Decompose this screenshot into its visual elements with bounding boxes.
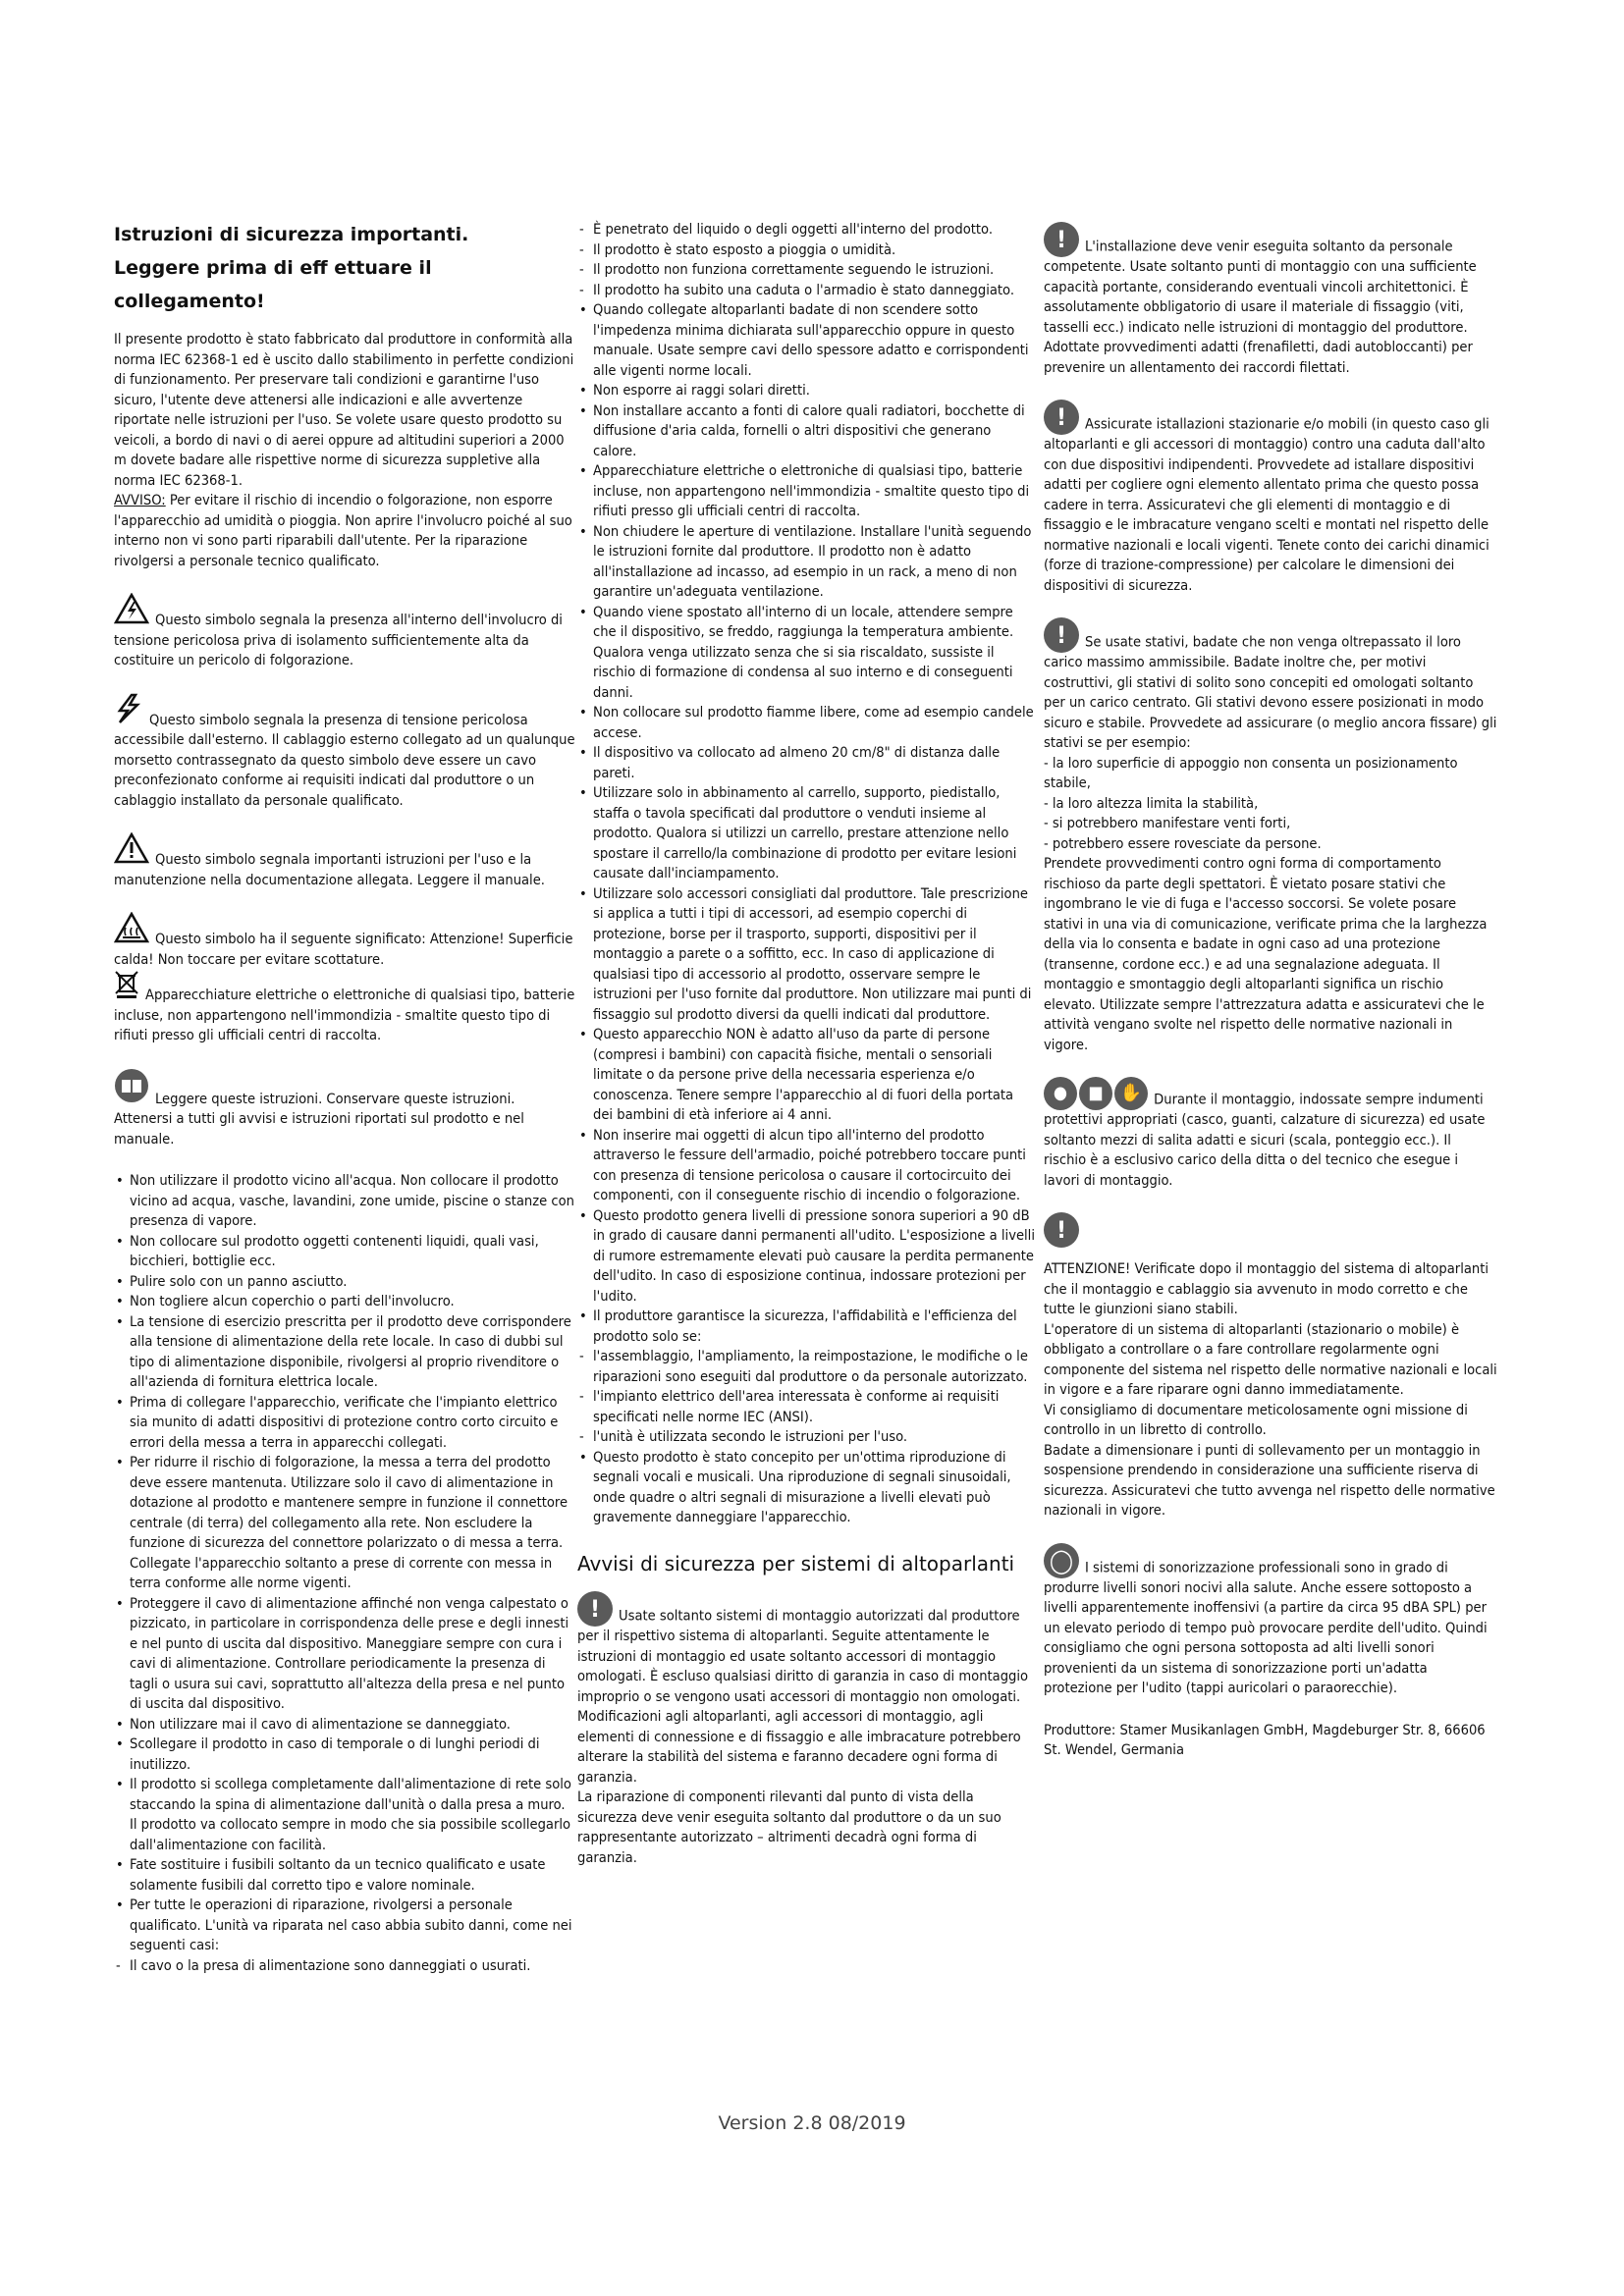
list-item: • Prima di collegare l'apparecchio, verificate che l'impianto elettrico sia munito di adatti dispositivi di protezione contro corto circuito e errori della messa a terra in apparecchi collegati. (114, 1393, 575, 1454)
lightning-triangle-icon (114, 593, 149, 631)
stands-condition: - la loro altezza limita la stabilità, (1044, 794, 1259, 812)
speaker-safety-paragraph: ! Usate soltanto sistemi di montaggio autorizzati dal produttore per il rispettivo sistema di altoparlanti. Seguite attentamente le istruzioni di montaggio ed usate soltanto accessori di montaggio omologati. È escluso qualsiasi diritto di garanzia in caso di montaggio improprio o se vengono usati accessori di montaggio non omologati. Modificazioni agli altoparlanti, agli accessori di montaggio, agli elementi di connessione e di fissaggio e alle imbracature potrebbero alterare la stabilità del sistema e faranno decadere ogni forma di garanzia. (577, 1591, 1037, 1788)
boot-icon: ■ (1079, 1077, 1112, 1110)
symbol-paragraph-exclamation: Questo simbolo segnala importanti istruzioni per l'uso e la manutenzione nella documentazione allegata. Leggere il manuale. (114, 832, 575, 890)
page-subtitle: Leggere prima di eff ettuare il collegamento! (114, 257, 432, 312)
read-manual-icon (114, 1068, 149, 1110)
operator-paragraph: L'operatore di un sistema di altoparlanti (stazionario o mobile) è obbligato a controllare o a fare controllare regolarmente ogni componente del sistema nel rispetto delle normative nazionali e locali in vigore e a fare riparare ogni danno immediatamente. (1044, 1320, 1497, 1398)
list-item: • Scollegare il prodotto in caso di temporale o di lunghi periodi di inutilizzo. (114, 1735, 575, 1775)
repair-paragraph: La riparazione di componenti rilevanti dal punto di vista della sicurezza deve venir eseguita soltanto dal produttore o da un suo rappresentante autorizzato – altrimenti decadrà ogni forma di garanzia. (577, 1789, 1001, 1866)
warranty-conditions-list (577, 1347, 1037, 1528)
list-item: • Non inserire mai oggetti di alcun tipo all'interno del prodotto attraverso le fessure dell'armadio, poiché potrebbero toccare punti con presenza di tensione pericolosa o causare il cortocircuito dei componenti, con il conseguente rischio di incendio o folgorazione. (577, 1126, 1037, 1206)
installation-paragraph: ! L'installazione deve venir eseguita soltanto da personale competente. Usate soltanto punti di montaggio con una sufficiente capacità portante, considerando eventuali vincoli architettonici. È assolutamente obbligatorio di usare il materiale di fissaggio (viti, tasselli ecc.) indicato nelle istruzioni di montaggio del produttore. Adottate provvedimenti adatti (frenafiletti, dadi autobloccanti) per prevenire un allentamento dei raccordi filettati. (1044, 222, 1497, 378)
spectators-paragraph: Prendete provvedimenti contro ogni forma di comportamento rischioso da parte degli spettatori. È vietato posare stativi che ingombrano le vie di fuga e l'accesso soccorsi. Se volete posare stativi in una via di comunicazione, verificate prima che la larghezza della via lo consenta e badate in ogni caso ad una protezione (transenne, cordone ecc.) e ad una segnalazione adeguata. Il montaggio e smontaggio degli altoparlanti significa un rischio elevato. Utilizzate sempre l'attrezzatura adatta e assicuratevi che le attività vengano svolte nel rispetto delle normative nazionali in vigore. (1044, 855, 1488, 1053)
hot-surface-icon (114, 912, 149, 950)
list-item: • Per ridurre il rischio di folgorazione, la messa a terra del prodotto deve essere mantenuta. Utilizzare solo il cavo di alimentazione in dotazione al prodotto e mantenere sempre in funzione il connettore centrale (di terra) del collegamento alla rete. Non escludere la funzione di sicurezza del connettore polarizzato o di messa a terra. Collegate l'apparecchio soltanto a prese di corrente con messa in terra conforme alle norme vigenti. (114, 1453, 575, 1594)
exclamation-circle-icon: ! (1044, 617, 1079, 653)
column-right (1044, 222, 1497, 1761)
crossed-bin-icon (114, 970, 139, 1006)
lifting-points-paragraph: Badate a dimensionare i punti di sollevamento per un montaggio in sospensione prendendo in considerazione una sufficiente riserva di sicurezza. Assicuratevi che tutto avvenga nel rispetto delle normative nazionali in vigore. (1044, 1441, 1495, 1519)
stands-condition: - potrebbero essere rovesciate da persone. (1044, 834, 1322, 852)
intro-paragraph: Il presente prodotto è stato fabbricato dal produttore in conformità alla norma IEC 62368-1 ed è uscito dallo stabilimento in perfette condizioni di funzionamento. Per preservare tali condizioni e garantirne l'uso sicuro, l'utente deve attenersi alle indicazioni e alle avvertenze riportate nelle istruzioni per l'uso. Se volete usare questo prodotto su veicoli, a bordo di navi o di aerei oppure ad altitudini superiori a 2000 m dovete badare alle rispettive norme di sicurezza suppletive alla norma IEC 62368-1. (114, 331, 574, 489)
symbol-paragraph-bolt: Questo simbolo segnala la presenza di tensione pericolosa accessibile dall'esterno. Il cablaggio esterno collegato ad un qualunque morsetto contrassegnato da questo simbolo deve essere un cavo preconfezionato conforme ai requisiti indicati dal produttore o un cablaggio installato da personale qualificato. (114, 693, 575, 812)
documentation-paragraph: Vi consigliamo di documentare meticolosamente ogni missione di controllo in un libretto di controllo. (1044, 1401, 1468, 1438)
column-left (114, 218, 575, 1976)
symbol-paragraph-hot: Questo simbolo ha il seguente significato: Attenzione! Superficie calda! Non toccare per evitare scottature. (114, 912, 575, 970)
symbol-paragraph-lightning: Questo simbolo segnala la presenza all'interno dell'involucro di tensione pericolosa priva di isolamento sufficientemente alta da costituire un pericolo di folgorazione. (114, 593, 575, 671)
list-item: • Non utilizzare il prodotto vicino all'acqua. Non collocare il prodotto vicino ad acqua, vasche, lavandini, zone umide, piscine o stanze con presenza di vapore. (114, 1171, 575, 1232)
list-item: • Non collocare sul prodotto fiamme libere, come ad esempio candele accese. (577, 703, 1037, 743)
protective-equipment-paragraph: ● ■ ✋ Durante il montaggio, indossate sempre indumenti protettivi appropriati (casco, guanti, calzature di sicurezza) ed usate soltanto mezzi di salita adatti e sicuri (scala, ponteggio ecc.). Il rischio è a esclusivo carico della ditta o del tecnico che esegue i lavori di montaggio. (1044, 1077, 1497, 1191)
list-item: • Il produttore garantisce la sicurezza, l'affidabilità e l'efficienza del prodotto solo se: (577, 1307, 1037, 1347)
fall-protection-paragraph: ! Assicurate istallazioni stazionarie e/o mobili (in questo caso gli altoparlanti e gli accessori di montaggio) contro una caduta dall'alto con due dispositivi indipendenti. Provvedete ad istallare dispositivi adatti per cogliere ogni elemento allentato prima che questo possa cadere in terra. Assicuratevi che gli elementi di montaggio e di fissaggio e le imbracature vengano scelti e montati nel rispetto delle normative nazionali e locali vigenti. Tenete conto dei carichi dinamici (forze di trazione-compressione) per calcolare le dimensioni dei dispositivi di sicurezza. (1044, 400, 1497, 596)
exclamation-circle-icon: ! (1044, 1212, 1079, 1248)
list-item: • Fate sostituire i fusibili soltanto da un tecnico qualificato e usate solamente fusibili dal corretto tipo e valore nominale. (114, 1855, 575, 1896)
list-item: • Utilizzare solo accessori consigliati dal produttore. Tale prescrizione si applica a tutti i tipi di accessori, ad esempio coperchi di protezione, borse per il trasporto, supporti, dispositivi per il montaggio a parete o a soffitto, ecc. In caso di applicazione di qualsiasi tipo di accessorio al prodotto, osservare sempre le istruzioni per l'uso fornite dal produttore. Non utilizzare mai punti di fissaggio sul prodotto diversi da quelli indicati dal produttore. (577, 884, 1037, 1026)
stands-paragraph: ! Se usate stativi, badate che non venga oltrepassato il loro carico massimo ammissibile. Badate inoltre che, per motivi costruttivi, gli stativi di solito sono concepiti ed omologati soltanto per un carico centrato. Gli stativi devono essere posizionati in modo sicuro e stabile. Provvedete ad assicurare (o meglio ancora fissare) gli stativi se per esempio: (1044, 617, 1497, 754)
list-item: • Non togliere alcun coperchio o parti dell'involucro. (114, 1292, 575, 1312)
list-item: - Il prodotto non funziona correttamente seguendo le istruzioni. (577, 260, 1037, 281)
list-item: • Non installare accanto a fonti di calore quali radiatori, bocchette di diffusione d'aria calda, fornelli o altri dispositivi che generano calore. (577, 401, 1037, 462)
list-item: • Il prodotto si scollega completamente dall'alimentazione di rete solo staccando la spina di alimentazione dall'unità o dalla presa a muro. Il prodotto va collocato sempre in modo che sia possibile scollegarlo dall'alimentazione con facilità. (114, 1775, 575, 1855)
version-footer: Version 2.8 08/2019 (718, 2112, 906, 2134)
list-item: • Non esporre ai raggi solari diretti. (577, 381, 1037, 401)
list-item: - È penetrato del liquido o degli oggetti all'interno del prodotto. (577, 220, 1037, 240)
list-item: • Apparecchiature elettriche o elettroniche di qualsiasi tipo, batterie incluse, non appartengono nell'immondizia - smaltite questo tipo di rifiuti presso gli ufficiali centri di raccolta. (577, 461, 1037, 522)
hearing-paragraph: ◯ I sistemi di sonorizzazione professionali sono in grado di produrre livelli sonori nocivi alla salute. Anche essere sottoposto a livelli apparentemente inoffensivi (a partire da circa 95 dBA SPL) per un elevato periodo di tempo può provocare perdite dell'udito. Quindi consigliamo che ogni persona sottoposta ad alti livelli sonori provenienti da un sistema di sonorizzazione porti un'adatta protezione per l'udito (tappi auricolari o paraorecchie). (1044, 1543, 1497, 1699)
list-item: • Pulire solo con un panno asciutto. (114, 1272, 575, 1293)
symbol-paragraph-manual: Leggere queste istruzioni. Conservare queste istruzioni. Attenersi a tutti gli avvisi e istruzioni riportati sul prodotto e nel manuale. (114, 1068, 575, 1150)
general-safety-list (114, 1171, 575, 1976)
helmet-icon: ● (1044, 1077, 1077, 1110)
avviso-text: Per evitare il rischio di incendio o folgorazione, non esporre l'apparecchio ad umidità o pioggia. Non aprire l'involucro poiché al suo interno non vi sono parti riparabili dall'utente. Per la riparazione rivolgersi a personale tecnico qualificato. (114, 492, 572, 569)
list-item: • Non utilizzare mai il cavo di alimentazione se danneggiato. (114, 1715, 575, 1735)
list-item: • La tensione di esercizio prescritta per il prodotto deve corrispondere alla tensione di alimentazione della rete locale. In caso di dubbi sul tipo di alimentazione disponibile, rivolgersi al proprio rivenditore o all'azienda di fornitura elettrica locale. (114, 1312, 575, 1393)
ear-protection-icon: ◯ (1044, 1543, 1079, 1578)
list-item: - Il cavo o la presa di alimentazione sono danneggiati o usurati. (114, 1956, 575, 1977)
device-safety-list (577, 300, 1037, 1347)
producer-address: Produttore: Stamer Musikanlagen GmbH, Magdeburger Str. 8, 66606 St. Wendel, Germania (1044, 1721, 1486, 1758)
column-middle (577, 220, 1037, 1868)
list-item: • Quando viene spostato all'interno di un locale, attendere sempre che il dispositivo, se freddo, raggiunga la temperatura ambiente. Qualora venga utilizzato senza che si sia riscaldato, sussiste il rischio di formazione di condensa al suo interno e di conseguenti danni. (577, 603, 1037, 704)
avviso-label: AVVISO: (114, 492, 166, 508)
list-item: - l'unità è utilizzata secondo le istruzioni per l'uso. (577, 1427, 1037, 1448)
list-item: - Il prodotto ha subito una caduta o l'armadio è stato danneggiato. (577, 281, 1037, 301)
stands-condition: - si potrebbero manifestare venti forti, (1044, 815, 1291, 831)
lightning-bolt-icon (114, 693, 143, 731)
attention-icon-row (1044, 1212, 1497, 1248)
attention-paragraph: ATTENZIONE! Verificate dopo il montaggio del sistema di altoparlanti che il montaggio e cablaggio sia avvenuto in modo corretto e che tutte le giunzioni siano stabili. (1044, 1260, 1489, 1317)
warning-triangle-icon (114, 832, 149, 871)
list-item: • Non collocare sul prodotto oggetti contenenti liquidi, quali vasi, bicchieri, bottiglie ecc. (114, 1232, 575, 1272)
list-item: • Questo apparecchio NON è adatto all'uso da parte di persone (compresi i bambini) con capacità fisiche, mentali o sensoriali limitate o da persone prive della necessaria esperienza e/o conoscenza. Tenere sempre l'apparecchio al di fuori della portata dei bambini di età inferiore ai 4 anni. (577, 1025, 1037, 1126)
stands-condition: - la loro superficie di appoggio non consenta un posizionamento stabile, (1044, 754, 1458, 791)
list-item: • Quando collegate altoparlanti badate di non scendere sotto l'impedenza minima dichiarata sull'apparecchio oppure in questo manuale. Usate sempre cavi dello spessore adatto e corrispondenti alle vigenti norme locali. (577, 300, 1037, 381)
list-item: • Non chiudere le aperture di ventilazione. Installare l'unità seguendo le istruzioni fornite dal produttore. Il prodotto non è adatto all'installazione ad incasso, ad esempio in un rack, a meno di non garantire un'adeguata ventilazione. (577, 522, 1037, 603)
list-item: • Questo prodotto è stato concepito per un'ottima riproduzione di segnali vocali e musicali. Una riproduzione di segnali sinusoidali, onde quadre o altri segnali di misurazione a livelli elevati può gravemente danneggiare l'apparecchio. (577, 1448, 1037, 1528)
glove-icon: ✋ (1114, 1077, 1148, 1110)
page-title: Istruzioni di sicurezza importanti. (114, 224, 469, 245)
list-item: - l'assemblaggio, l'ampliamento, la reimpostazione, le modifiche o le riparazioni sono eseguiti dal produttore o da personale autorizzato. (577, 1347, 1037, 1387)
exclamation-circle-icon: ! (1044, 222, 1079, 257)
avviso-paragraph (114, 491, 575, 571)
list-item: - Il prodotto è stato esposto a pioggia o umidità. (577, 240, 1037, 261)
list-item: • Utilizzare solo in abbinamento al carrello, supporto, piedistallo, staffa o tavola specificati dal produttore o venduti insieme al prodotto. Qualora si utilizzi un carrello, prestare attenzione nello spostare il carrello/la combinazione di prodotto per evitare lesioni causate dall'inciampamento. (577, 783, 1037, 884)
list-item: - l'impianto elettrico dell'area interessata è conforme ai requisiti specificati nelle norme IEC (ANSI). (577, 1387, 1037, 1427)
symbol-paragraph-weee: Apparecchiature elettriche o elettroniche di qualsiasi tipo, batterie incluse, non appartengono nell'immondizia - smaltite questo tipo di rifiuti presso gli ufficiali centri di raccolta. (114, 970, 575, 1046)
damage-cases-list (577, 220, 1037, 300)
list-item: • Proteggere il cavo di alimentazione affinché non venga calpestato o pizzicato, in particolare in corrispondenza delle prese e degli innesti e nel punto di uscita dal dispositivo. Maneggiare sempre con cura i cavi di alimentazione. Controllare periodicamente la presenza di tagli o usura sui cavi, soprattutto all'altezza della presa e nel punto di uscita dal dispositivo. (114, 1594, 575, 1715)
list-item: • Questo prodotto genera livelli di pressione sonora superiori a 90 dB in grado di causare danni permanenti all'udito. L'esposizione a livelli di rumore estremamente elevati può causare la perdita permanente dell'udito. In caso di esposizione continua, indossare protezioni per l'udito. (577, 1206, 1037, 1308)
speaker-safety-heading: Avvisi di sicurezza per sistemi di altoparlanti (577, 1551, 1015, 1575)
exclamation-circle-icon: ! (1044, 400, 1079, 435)
exclamation-circle-icon: ! (577, 1591, 613, 1627)
list-item: • Il dispositivo va collocato ad almeno 20 cm/8" di distanza dalle pareti. (577, 743, 1037, 783)
list-item: • Per tutte le operazioni di riparazione, rivolgersi a personale qualificato. L'unità va riparata nel caso abbia subito danni, come nei seguenti casi: (114, 1896, 575, 1956)
